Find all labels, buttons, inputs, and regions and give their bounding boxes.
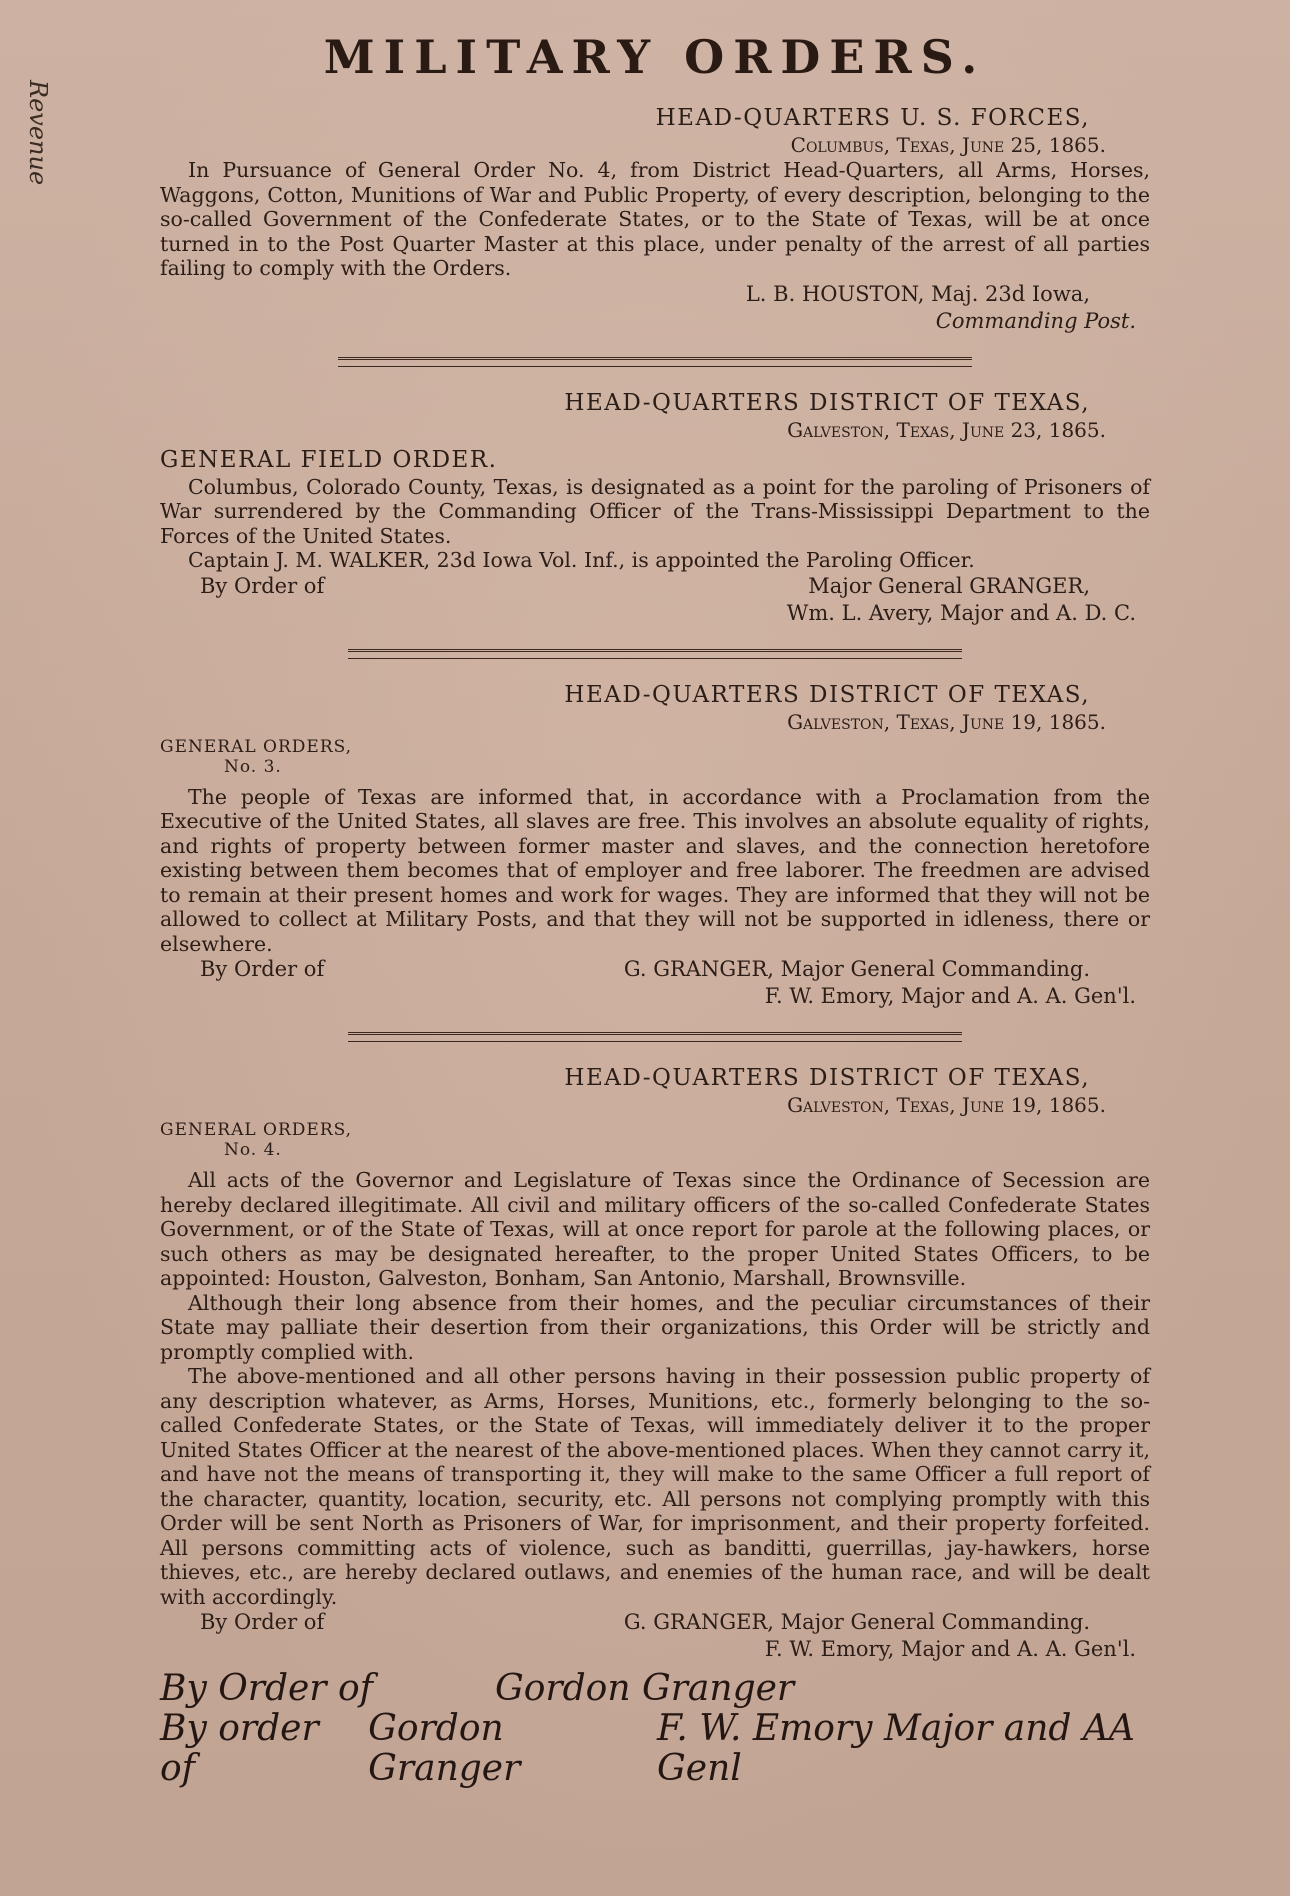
section-4-signature-aide: F. W. Emory, Major and A. A. Gen'l.: [764, 1637, 1136, 1661]
section-2-by-order: By Order of: [200, 573, 325, 598]
section-3-orders-number: No. 3.: [224, 756, 282, 777]
section-2-headquarters: HEAD-QUARTERS DISTRICT OF TEXAS,: [564, 389, 1090, 416]
section-3-text: The people of Texas are informed that, in accordance with a Proclamation from the Executive of the United States, all slaves are free. This involves an absolute equality of rights, and rights of property between former master and slaves, and the connection heretofore existing between them becomes that of employer and free laborer. The freedmen are advised to remain at their present homes and work for wages. They are informed that they will not be allowed to collect at Military Posts, and that they will not be supported in idleness, there or elsewhere.: [160, 784, 1150, 956]
margin-handwritten-note: Revenue: [24, 80, 52, 186]
section-4-text-3: The above-mentioned and all other persons having in their possession public property of any description whatever, as Arms, Horses, Munitions, etc., formerly belonging to the so-called Confederate States, or the State of Texas, will immediately deliver it to the proper United States Officer at the nearest of the above-mentioned places. When they cannot carry it, and have not the means of transporting it, they will make to the same Officer a full report of the character, quantity, location, security, etc. All persons not complying promptly with this Order will be sent North as Prisoners of War, for imprisonment, and their property forfeited. All persons committing acts of violence, such as banditti, guerrillas, jay-hawkers, horse thieves, etc., are hereby declared outlaws, and enemies of the human race, and will be dealt with accordingly.: [160, 1364, 1150, 1609]
section-3-by-order: By Order of: [200, 957, 325, 981]
section-2-signature: Major General GRANGER,: [808, 573, 1090, 598]
handwritten-by-order-2: By order of: [160, 1708, 319, 1789]
section-4-by-order: By Order of: [200, 1610, 325, 1634]
section-2-text-officer: Captain J. M. WALKER, 23d Iowa Vol. Inf., is appointed the Paroling Officer.: [188, 548, 975, 572]
section-4-headquarters: HEAD-QUARTERS DISTRICT OF TEXAS,: [564, 1065, 1090, 1091]
section-4-orders-number: No. 4.: [224, 1140, 282, 1160]
order-section-3: [160, 681, 1150, 1011]
section-3-orders-label-text: GENERAL ORDERS,: [160, 736, 353, 757]
section-2-place-date: Galveston, Texas, June 23, 1865.: [787, 417, 1106, 442]
section-2-order-title: GENERAL FIELD ORDER.: [160, 446, 498, 473]
handwritten-emory: F. W. Emory Major and AA Genl: [657, 1708, 1135, 1789]
section-2-signature-aide: Wm. L. Avery, Major and A. D. C.: [786, 600, 1136, 625]
section-3-signature-aide: F. W. Emory, Major and A. A. Gen'l.: [764, 984, 1136, 1008]
section-2-text: Columbus, Colorado County, Texas, is designated as a point for the paroling of Prisoners of War surrendered by the Commanding Officer of the Trans-Mississippi Department to the Forces of the United States.: [160, 474, 1150, 548]
section-1-signature: L. B. HOUSTON, Maj. 23d Iowa,: [745, 281, 1090, 306]
handwritten-granger-1: Gordon Granger: [494, 1668, 795, 1709]
handwritten-signatures: [160, 1669, 1150, 1789]
section-4-place-date: Galveston, Texas, June 19, 1865.: [787, 1093, 1106, 1117]
handwritten-granger-2: Gordon Granger: [368, 1708, 521, 1789]
section-3-signature: G. GRANGER, Major General Commanding.: [623, 957, 1090, 981]
order-section-4: [160, 1064, 1150, 1663]
section-1-place-date: Columbus, Texas, June 25, 1865.: [790, 133, 1106, 157]
order-section-1: [160, 104, 1150, 335]
order-section-2: [160, 389, 1150, 627]
section-divider: [348, 1032, 962, 1042]
section-4-signature: G. GRANGER, Major General Commanding.: [623, 1610, 1090, 1634]
section-4-text-2: Although their long absence from their homes, and the peculiar circumstances of their State may palliate their desertion from their organizations, this Order will be strictly and promptly complied with.: [160, 1290, 1150, 1364]
section-1-text: In Pursuance of General Order No. 4, from District Head-Quarters, all Arms, Horses, Waggons, Cotton, Munitions of War and Public Property, of every description, belonging to the so-called Government of the Confederate States, or to the State of Texas, will be at once turned in to the Post Quarter Master at this place, under penalty of the arrest of all parties failing to comply with the Orders.: [160, 158, 1150, 280]
section-3-headquarters: HEAD-QUARTERS DISTRICT OF TEXAS,: [564, 681, 1090, 708]
section-3-place-date: Galveston, Texas, June 19, 1865.: [787, 709, 1106, 734]
section-4-orders-label-text: GENERAL ORDERS,: [160, 1120, 353, 1140]
masthead-title: MILITARY ORDERS.: [323, 30, 987, 84]
section-4-orders-label: [160, 1120, 1150, 1160]
section-4-text-1: All acts of the Governor and Legislature of Texas since the Ordinance of Secession are hereby declared illegitimate. All civil and military officers of the so-called Confederate States Government, or of the State of Texas, will at once report for parole at the following places, or such others as may be designated hereafter, to the proper United States Officers, to be appointed: Houston, Galveston, Bonham, San Antonio, Marshall, Brownsville.: [160, 1168, 1150, 1290]
section-divider: [338, 357, 972, 367]
section-1-signature-title: Commanding Post.: [935, 308, 1136, 333]
handwritten-by-order-1: By Order of: [160, 1668, 373, 1709]
section-1-headquarters: HEAD-QUARTERS U. S. FORCES,: [655, 105, 1090, 131]
section-divider: [348, 649, 962, 659]
section-3-orders-label: [160, 737, 1150, 777]
